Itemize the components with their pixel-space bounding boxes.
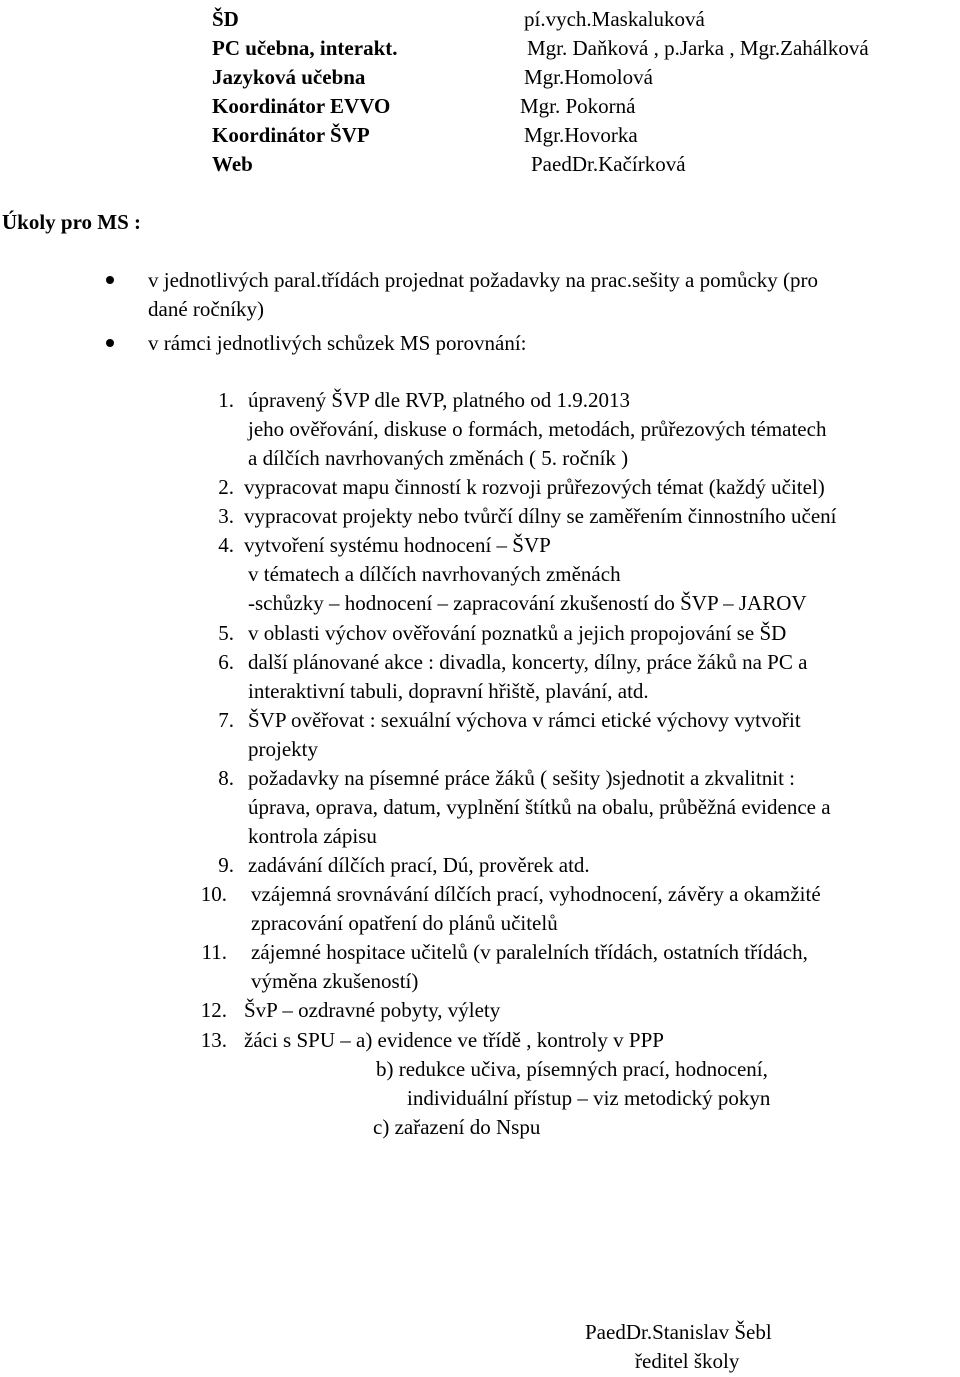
item-text: -schůzky – hodnocení – zapracování zkušeností do ŠVP – JAROV — [248, 591, 807, 615]
item-text: v oblasti výchov ověřování poznatků a jejich propojování se ŠD — [248, 621, 787, 645]
item-text: zpracování opatření do plánů učitelů — [251, 911, 558, 935]
role-person: Mgr. Daňková , p.Jarka , Mgr.Zahálková — [527, 36, 869, 60]
item-text: další plánované akce : divadla, koncerty, dílny, práce žáků na PC a — [248, 650, 808, 674]
item-number: 11. — [201, 940, 227, 964]
role-person: Mgr. Pokorná — [520, 94, 636, 118]
item-text: a dílčích navrhovaných změnách ( 5. ročník ) — [248, 446, 629, 470]
role-person: Mgr.Homolová — [524, 65, 653, 89]
role-person: pí.vych.Maskaluková — [524, 7, 705, 31]
bullet-line: dané ročníky) — [148, 297, 265, 321]
item-subtext: b) redukce učiva, písemných prací, hodnocení, — [376, 1057, 768, 1081]
item-text: úpravený ŠVP dle RVP, platného od 1.9.2013 — [248, 388, 630, 412]
item-text: kontrola zápisu — [248, 824, 377, 848]
role-label: Koordinátor ŠVP — [212, 123, 370, 147]
item-number: 9. — [218, 853, 234, 877]
item-number: 8. — [218, 766, 234, 790]
role-label: ŠD — [212, 7, 239, 31]
bullet-icon — [106, 276, 114, 284]
item-subtext: individuální přístup – viz metodický pokyn — [407, 1086, 771, 1110]
role-person: Mgr.Hovorka — [524, 123, 638, 147]
item-text: požadavky na písemné práce žáků ( sešity )sjednotit a zkvalitnit : — [248, 766, 795, 790]
item-text: v tématech a dílčích navrhovaných změnách — [248, 562, 621, 586]
item-number: 12. — [200, 998, 227, 1022]
item-text: žáci s SPU – a) evidence ve třídě , kontroly v PPP — [244, 1028, 664, 1052]
item-text: vypracovat projekty nebo tvůrčí dílny se zaměřením činnostního učení — [244, 504, 837, 528]
item-text: ŠVP ověřovat : sexuální výchova v rámci etické výchovy vytvořit — [248, 708, 801, 732]
item-text: jeho ověřování, diskuse o formách, metodách, průřezových tématech — [248, 417, 827, 441]
item-text: ŠvP – ozdravné pobyty, výlety — [244, 998, 501, 1022]
role-person: PaedDr.Kačírková — [531, 152, 686, 176]
item-number: 7. — [218, 708, 234, 732]
item-text: vzájemná srovnávání dílčích prací, vyhodnocení, závěry a okamžité — [251, 882, 821, 906]
item-number: 3. — [218, 504, 234, 528]
role-label: Web — [212, 152, 253, 176]
item-text: projekty — [248, 737, 318, 761]
item-number: 13. — [200, 1028, 227, 1052]
item-number: 10. — [200, 882, 227, 906]
signature-title: ředitel školy — [635, 1349, 740, 1373]
item-text: úprava, oprava, datum, vyplnění štítků na obalu, průběžná evidence a — [248, 795, 831, 819]
role-label: Koordinátor EVVO — [212, 94, 391, 118]
item-text: zadávání dílčích prací, Dú, prověrek atd. — [248, 853, 590, 877]
item-number: 2. — [218, 475, 234, 499]
role-label: PC učebna, interakt. — [212, 36, 398, 60]
item-text: výměna zkušeností) — [251, 969, 419, 993]
item-subtext: c) zařazení do Nspu — [373, 1115, 541, 1139]
item-text: vytvoření systému hodnocení – ŠVP — [244, 533, 551, 557]
signature-name: PaedDr.Stanislav Šebl — [585, 1320, 772, 1344]
role-label: Jazyková učebna — [212, 65, 366, 89]
tasks-heading: Úkoly pro MS : — [2, 210, 142, 234]
item-text: vypracovat mapu činností k rozvoji průřezových témat (každý učitel) — [244, 475, 825, 499]
bullet-line: v jednotlivých paral.třídách projednat požadavky na prac.sešity a pomůcky (pro — [148, 268, 819, 292]
item-number: 4. — [218, 533, 234, 557]
bullet-icon — [106, 339, 114, 347]
bullet-line: v rámci jednotlivých schůzek MS porovnání: — [148, 331, 527, 355]
item-number: 1. — [218, 388, 234, 412]
item-number: 6. — [218, 650, 234, 674]
item-text: interaktivní tabuli, dopravní hřiště, plavání, atd. — [248, 679, 649, 703]
item-number: 5. — [218, 621, 234, 645]
item-text: zájemné hospitace učitelů (v paralelních třídách, ostatních třídách, — [251, 940, 808, 964]
